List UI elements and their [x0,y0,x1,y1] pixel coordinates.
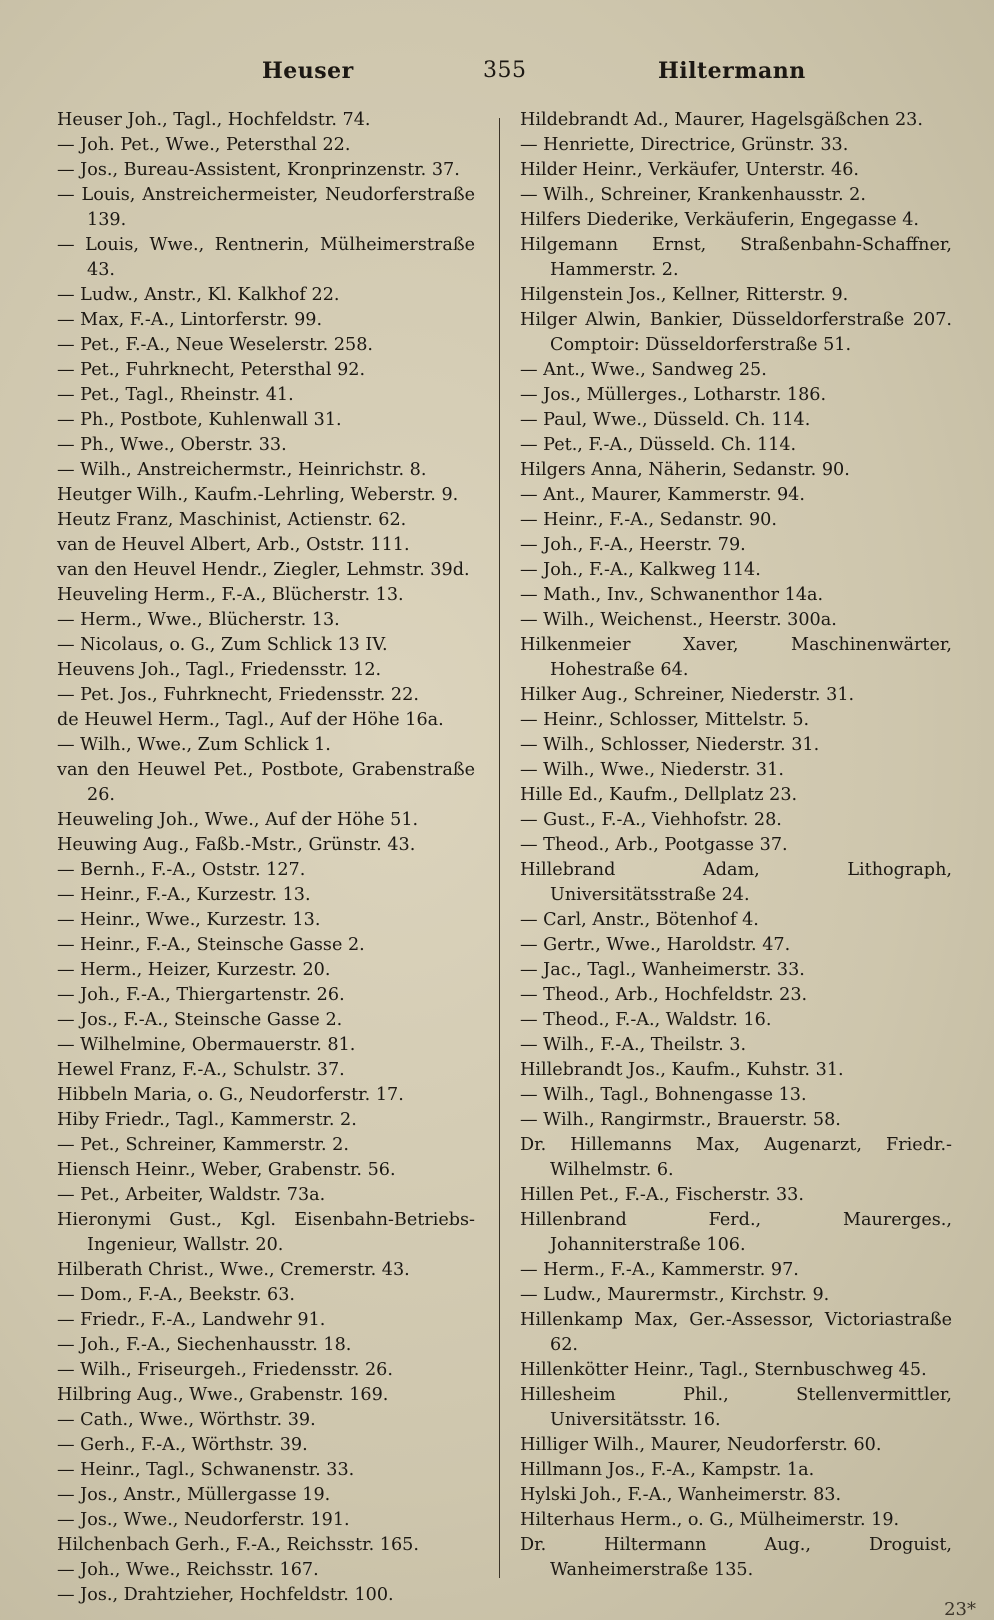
left-column [57,108,475,1608]
directory-entry: — Heinr., Schlosser, Mittelstr. 5. [520,710,810,730]
directory-entry: — Wilh., Rangirmstr., Brauerstr. 58. [520,1110,841,1130]
directory-entry: — Heinr., Wwe., Kurzestr. 13. [57,910,321,930]
header-last-entry: Hiltermann [658,58,806,84]
directory-entry: Hillenbrand Ferd., Maurerges., Johanniterstraße 106. [520,1210,952,1255]
directory-entry: — Bernh., F.-A., Oststr. 127. [57,860,306,880]
directory-entry: — Carl, Anstr., Bötenhof 4. [520,910,759,930]
directory-entry: — Max, F.-A., Lintorferstr. 99. [57,310,323,330]
directory-entry: — Wilhelmine, Obermauerstr. 81. [57,1035,356,1055]
directory-entry: — Pet., Arbeiter, Waldstr. 73a. [57,1185,326,1205]
directory-entry: Heutz Franz, Maschinist, Actienstr. 62. [57,510,407,530]
directory-entry: — Paul, Wwe., Düsseld. Ch. 114. [520,410,811,430]
directory-entry: Hillesheim Phil., Stellenvermittler, Universitätsstr. 16. [520,1385,952,1430]
directory-entry: — Joh., F.-A., Heerstr. 79. [520,535,746,555]
directory-entry: — Ph., Postbote, Kuhlenwall 31. [57,410,342,430]
directory-entry: — Theod., Arb., Pootgasse 37. [520,835,788,855]
directory-entry: Hilker Aug., Schreiner, Niederstr. 31. [520,685,855,705]
directory-entry: Hiby Friedr., Tagl., Kammerstr. 2. [57,1110,357,1130]
directory-entry: Heuvens Joh., Tagl., Friedensstr. 12. [57,660,382,680]
directory-entry: — Joh., F.-A., Siechenhausstr. 18. [57,1335,352,1355]
header-first-entry: Heuser [262,58,354,84]
directory-entry: Heuser Joh., Tagl., Hochfeldstr. 74. [57,110,371,130]
directory-entry: Hildebrandt Ad., Maurer, Hagelsgäßchen 23. [520,110,923,130]
directory-entry: — Louis, Wwe., Rentnerin, Mülheimerstraße 43. [57,235,475,280]
directory-entry: Hilkenmeier Xaver, Maschinenwärter, Hohestraße 64. [520,635,952,680]
directory-entry: Dr. Hillemanns Max, Augenarzt, Friedr.-Wilhelmstr. 6. [520,1135,952,1180]
directory-entry: — Joh., Wwe., Reichsstr. 167. [57,1560,319,1580]
directory-entry: Hylski Joh., F.-A., Wanheimerstr. 83. [520,1485,842,1505]
directory-entry: Hilberath Christ., Wwe., Cremerstr. 43. [57,1260,410,1280]
directory-entry: Heuwing Aug., Faßb.-Mstr., Grünstr. 43. [57,835,416,855]
directory-entry: — Jos., Drahtzieher, Hochfeldstr. 100. [57,1585,394,1605]
directory-entry: — Louis, Anstreichermeister, Neudorferstraße 139. [57,185,475,230]
directory-entry: — Wilh., Friseurgeh., Friedensstr. 26. [57,1360,393,1380]
directory-entry: Hillmann Jos., F.-A., Kampstr. 1a. [520,1460,815,1480]
directory-entry: — Ludw., Maurermstr., Kirchstr. 9. [520,1285,830,1305]
directory-entry: — Gerh., F.-A., Wörthstr. 39. [57,1435,308,1455]
directory-entry: Hilger Alwin, Bankier, Düsseldorferstraße 207. Comptoir: Düsseldorferstraße 51. [520,310,952,355]
directory-entry: — Heinr., Tagl., Schwanenstr. 33. [57,1460,355,1480]
directory-entry: Hillen Pet., F.-A., Fischerstr. 33. [520,1185,804,1205]
directory-entry: Hilchenbach Gerh., F.-A., Reichsstr. 165. [57,1535,419,1555]
directory-entry: — Theod., Arb., Hochfeldstr. 23. [520,985,808,1005]
directory-entry: de Heuwel Herm., Tagl., Auf der Höhe 16a. [57,710,444,730]
directory-entry: Hillenkötter Heinr., Tagl., Sternbuschweg 45. [520,1360,927,1380]
directory-entry: — Jac., Tagl., Wanheimerstr. 33. [520,960,805,980]
directory-entry: — Henriette, Directrice, Grünstr. 33. [520,135,849,155]
directory-entry: — Theod., F.-A., Waldstr. 16. [520,1010,772,1030]
right-column [520,108,952,1583]
directory-entry: Hilterhaus Herm., o. G., Mülheimerstr. 19. [520,1510,900,1530]
directory-entry: — Jos., Wwe., Neudorferstr. 191. [57,1510,350,1530]
directory-entry: Hiensch Heinr., Weber, Grabenstr. 56. [57,1160,396,1180]
directory-entry: — Wilh., Schlosser, Niederstr. 31. [520,735,820,755]
directory-entry: Heutger Wilh., Kaufm.-Lehrling, Weberstr. 9. [57,485,459,505]
directory-entry: — Herm., F.-A., Kammerstr. 97. [520,1260,799,1280]
directory-entry: Heuveling Herm., F.-A., Blücherstr. 13. [57,585,404,605]
directory-entry: — Nicolaus, o. G., Zum Schlick 13 IV. [57,635,388,655]
directory-entry: — Wilh., Wwe., Niederstr. 31. [520,760,784,780]
directory-entry: Hewel Franz, F.-A., Schulstr. 37. [57,1060,345,1080]
directory-entry: — Wilh., Wwe., Zum Schlick 1. [57,735,331,755]
column-divider [499,118,500,1578]
directory-entry: — Herm., Wwe., Blücherstr. 13. [57,610,340,630]
directory-entry: — Pet., Fuhrknecht, Petersthal 92. [57,360,366,380]
directory-entry: — Dom., F.-A., Beekstr. 63. [57,1285,295,1305]
directory-entry: Heuweling Joh., Wwe., Auf der Höhe 51. [57,810,419,830]
directory-entry: Hillebrand Adam, Lithograph, Universitätsstraße 24. [520,860,952,905]
directory-entry: Hieronymi Gust., Kgl. Eisenbahn-Betriebs-Ingenieur, Wallstr. 20. [57,1210,475,1255]
directory-entry: — Pet., Tagl., Rheinstr. 41. [57,385,294,405]
directory-entry: — Cath., Wwe., Wörthstr. 39. [57,1410,316,1430]
directory-entry: — Jos., Bureau-Assistent, Kronprinzenstr. 37. [57,160,460,180]
directory-entry: — Joh., F.-A., Kalkweg 114. [520,560,761,580]
directory-entry: van de Heuvel Albert, Arb., Oststr. 111. [57,535,410,555]
directory-entry: — Ant., Wwe., Sandweg 25. [520,360,767,380]
page-header [0,58,994,98]
directory-entry: — Friedr., F.-A., Landwehr 91. [57,1310,326,1330]
directory-entry: — Pet., F.-A., Neue Weselerstr. 258. [57,335,374,355]
directory-entry: — Wilh., F.-A., Theilstr. 3. [520,1035,747,1055]
directory-entry: — Jos., Anstr., Müllergasse 19. [57,1485,331,1505]
directory-entry: Hilder Heinr., Verkäufer, Unterstr. 46. [520,160,860,180]
directory-entry: — Heinr., F.-A., Steinsche Gasse 2. [57,935,365,955]
directory-entry: — Wilh., Weichenst., Heerstr. 300a. [520,610,837,630]
directory-entry: — Ph., Wwe., Oberstr. 33. [57,435,287,455]
directory-entry: Hilbring Aug., Wwe., Grabenstr. 169. [57,1385,389,1405]
directory-entry: — Joh. Pet., Wwe., Petersthal 22. [57,135,351,155]
directory-entry: — Heinr., F.-A., Kurzestr. 13. [57,885,311,905]
directory-entry: — Gertr., Wwe., Haroldstr. 47. [520,935,791,955]
directory-entry: — Ant., Maurer, Kammerstr. 94. [520,485,805,505]
directory-entry: — Pet., F.-A., Düsseld. Ch. 114. [520,435,797,455]
directory-entry: — Jos., Müllerges., Lotharstr. 186. [520,385,827,405]
directory-entry: van den Heuvel Hendr., Ziegler, Lehmstr. 39d. [57,560,470,580]
directory-entry: — Wilh., Tagl., Bohnengasse 13. [520,1085,807,1105]
directory-entry: — Ludw., Anstr., Kl. Kalkhof 22. [57,285,340,305]
directory-entry: — Gust., F.-A., Viehhofstr. 28. [520,810,782,830]
directory-entry: — Math., Inv., Schwanenthor 14a. [520,585,824,605]
directory-entry: Hibbeln Maria, o. G., Neudorferstr. 17. [57,1085,404,1105]
directory-entry: van den Heuwel Pet., Postbote, Grabenstraße 26. [57,760,475,805]
directory-entry: — Pet. Jos., Fuhrknecht, Friedensstr. 22. [57,685,419,705]
directory-entry: Hillenkamp Max, Ger.-Assessor, Victoriastraße 62. [520,1310,952,1355]
directory-entry: Hilfers Diederike, Verkäuferin, Engegasse 4. [520,210,919,230]
directory-entry: — Herm., Heizer, Kurzestr. 20. [57,960,331,980]
directory-entry: Hilgers Anna, Näherin, Sedanstr. 90. [520,460,850,480]
directory-entry: — Heinr., F.-A., Sedanstr. 90. [520,510,777,530]
directory-entry: Hillebrandt Jos., Kaufm., Kuhstr. 31. [520,1060,844,1080]
directory-entry: — Jos., F.-A., Steinsche Gasse 2. [57,1010,343,1030]
directory-entry: — Joh., F.-A., Thiergartenstr. 26. [57,985,345,1005]
directory-entry: — Pet., Schreiner, Kammerstr. 2. [57,1135,349,1155]
directory-entry: — Wilh., Schreiner, Krankenhausstr. 2. [520,185,866,205]
directory-entry: Hilliger Wilh., Maurer, Neudorferstr. 60. [520,1435,882,1455]
directory-entry: Dr. Hiltermann Aug., Droguist, Wanheimerstraße 135. [520,1535,952,1580]
signature-mark: 23* [944,1599,976,1620]
directory-entry: Hilgemann Ernst, Straßenbahn-Schaffner, Hammerstr. 2. [520,235,952,280]
directory-entry: — Wilh., Anstreichermstr., Heinrichstr. 8. [57,460,427,480]
page-number: 355 [483,58,527,83]
directory-entry: Hilgenstein Jos., Kellner, Ritterstr. 9. [520,285,849,305]
directory-entry: Hille Ed., Kaufm., Dellplatz 23. [520,785,798,805]
